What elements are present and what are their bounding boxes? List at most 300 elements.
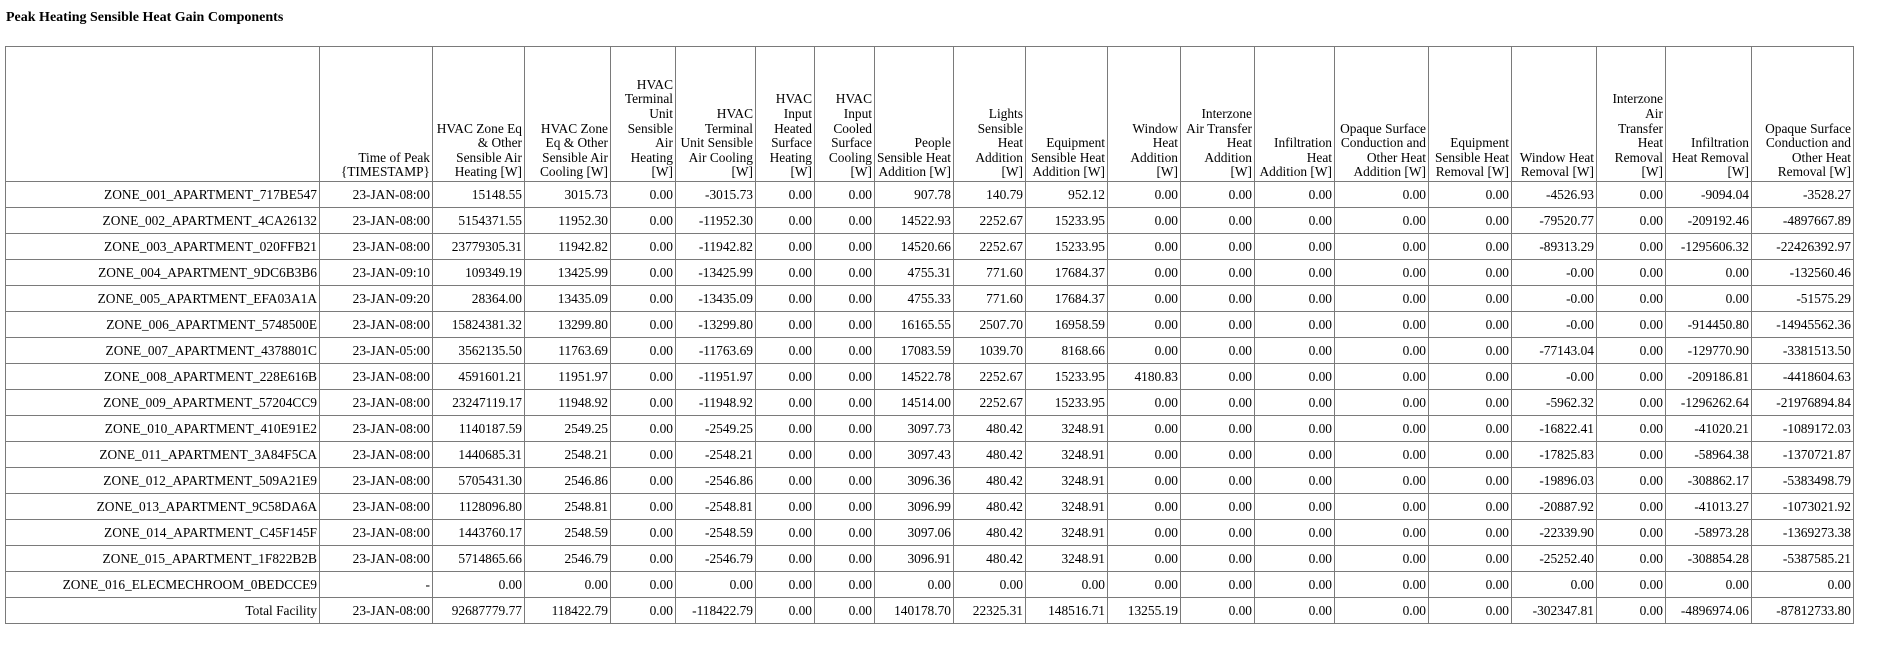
- table-cell: -: [320, 572, 433, 598]
- table-cell: 0.00: [1597, 260, 1666, 286]
- table-cell: 0.00: [611, 312, 676, 338]
- table-cell: 0.00: [1255, 416, 1335, 442]
- row-label: ZONE_005_APARTMENT_EFA03A1A: [6, 286, 320, 312]
- table-cell: 0.00: [815, 338, 875, 364]
- table-cell: 4755.33: [875, 286, 954, 312]
- table-cell: 0.00: [1181, 520, 1255, 546]
- table-cell: 23-JAN-08:00: [320, 390, 433, 416]
- table-cell: -118422.79: [676, 598, 756, 624]
- table-cell: 0.00: [1255, 234, 1335, 260]
- row-label: ZONE_016_ELECMECHROOM_0BEDCCE9: [6, 572, 320, 598]
- table-cell: 0.00: [1255, 312, 1335, 338]
- table-cell: 952.12: [1026, 182, 1108, 208]
- row-label: ZONE_009_APARTMENT_57204CC9: [6, 390, 320, 416]
- table-cell: 0.00: [1335, 598, 1429, 624]
- table-row: [6, 468, 1854, 494]
- table-cell: -3381513.50: [1752, 338, 1854, 364]
- table-cell: 0.00: [756, 312, 815, 338]
- table-cell: 2252.67: [954, 364, 1026, 390]
- table-cell: 0.00: [1181, 546, 1255, 572]
- table-cell: 0.00: [815, 364, 875, 390]
- row-label: ZONE_010_APARTMENT_410E91E2: [6, 416, 320, 442]
- table-cell: 0.00: [1597, 546, 1666, 572]
- table-cell: 0.00: [756, 598, 815, 624]
- table-cell: 2252.67: [954, 390, 1026, 416]
- table-cell: 0.00: [815, 416, 875, 442]
- table-row: [6, 442, 1854, 468]
- table-cell: 14520.66: [875, 234, 954, 260]
- table-cell: 0.00: [611, 208, 676, 234]
- table-cell: 0.00: [1108, 208, 1181, 234]
- table-cell: 0.00: [611, 338, 676, 364]
- column-header: People Sensible Heat Addition [W]: [875, 47, 954, 182]
- table-cell: 3015.73: [525, 182, 611, 208]
- table-row: [6, 572, 1854, 598]
- table-cell: 15824381.32: [433, 312, 525, 338]
- table-cell: -308862.17: [1666, 468, 1752, 494]
- row-label: ZONE_003_APARTMENT_020FFB21: [6, 234, 320, 260]
- table-cell: 13435.09: [525, 286, 611, 312]
- table-cell: 0.00: [1597, 208, 1666, 234]
- table-cell: 109349.19: [433, 260, 525, 286]
- column-header: Opaque Surface Conduction and Other Heat Removal [W]: [1752, 47, 1854, 182]
- table-cell: -11763.69: [676, 338, 756, 364]
- table-cell: 23-JAN-08:00: [320, 416, 433, 442]
- table-cell: -11948.92: [676, 390, 756, 416]
- table-header-row: [6, 47, 1854, 182]
- table-cell: 23-JAN-08:00: [320, 312, 433, 338]
- table-cell: 0.00: [1429, 468, 1512, 494]
- table-cell: 0.00: [1597, 182, 1666, 208]
- table-cell: 0.00: [756, 234, 815, 260]
- table-cell: 0.00: [1597, 390, 1666, 416]
- table-cell: 0.00: [611, 468, 676, 494]
- column-header: Equipment Sensible Heat Addition [W]: [1026, 47, 1108, 182]
- table-cell: 0.00: [1108, 338, 1181, 364]
- table-cell: -1296262.64: [1666, 390, 1752, 416]
- table-cell: -2548.21: [676, 442, 756, 468]
- table-cell: -1073021.92: [1752, 494, 1854, 520]
- table-cell: 13299.80: [525, 312, 611, 338]
- row-label: ZONE_012_APARTMENT_509A21E9: [6, 468, 320, 494]
- table-cell: 771.60: [954, 260, 1026, 286]
- table-cell: 0.00: [1255, 260, 1335, 286]
- table-cell: 0.00: [1108, 390, 1181, 416]
- table-cell: 0.00: [756, 416, 815, 442]
- table-cell: -1295606.32: [1666, 234, 1752, 260]
- table-cell: 0.00: [1429, 182, 1512, 208]
- table-cell: 0.00: [611, 390, 676, 416]
- table-cell: -1089172.03: [1752, 416, 1854, 442]
- table-cell: 3248.91: [1026, 442, 1108, 468]
- table-cell: 0.00: [815, 572, 875, 598]
- table-cell: 0.00: [1335, 572, 1429, 598]
- table-cell: 0.00: [1429, 442, 1512, 468]
- table-cell: 0.00: [756, 494, 815, 520]
- table-cell: 0.00: [1181, 572, 1255, 598]
- row-label: Total Facility: [6, 598, 320, 624]
- table-cell: 0.00: [611, 442, 676, 468]
- table-cell: 0.00: [756, 390, 815, 416]
- table-cell: 0.00: [1181, 364, 1255, 390]
- table-cell: 0.00: [756, 286, 815, 312]
- table-cell: 0.00: [1429, 260, 1512, 286]
- table-cell: 11948.92: [525, 390, 611, 416]
- table-cell: 0.00: [1597, 442, 1666, 468]
- table-cell: 1039.70: [954, 338, 1026, 364]
- table-cell: 0.00: [756, 442, 815, 468]
- table-cell: 0.00: [1335, 442, 1429, 468]
- table-cell: 480.42: [954, 494, 1026, 520]
- table-cell: 2252.67: [954, 208, 1026, 234]
- table-cell: 480.42: [954, 468, 1026, 494]
- column-header: Infiltration Heat Removal [W]: [1666, 47, 1752, 182]
- table-cell: 0.00: [756, 260, 815, 286]
- table-row: [6, 390, 1854, 416]
- column-header: Lights Sensible Heat Addition [W]: [954, 47, 1026, 182]
- table-cell: 0.00: [1597, 494, 1666, 520]
- table-cell: 3248.91: [1026, 416, 1108, 442]
- table-cell: 0.00: [1335, 390, 1429, 416]
- table-cell: -2546.86: [676, 468, 756, 494]
- table-cell: 0.00: [1429, 598, 1512, 624]
- table-cell: 2252.67: [954, 234, 1026, 260]
- table-cell: 0.00: [1108, 260, 1181, 286]
- column-header: HVAC Input Cooled Surface Cooling [W]: [815, 47, 875, 182]
- table-cell: 0.00: [1335, 494, 1429, 520]
- table-cell: 1440685.31: [433, 442, 525, 468]
- table-cell: 0.00: [1666, 572, 1752, 598]
- table-cell: 480.42: [954, 546, 1026, 572]
- table-cell: -77143.04: [1512, 338, 1597, 364]
- table-cell: 0.00: [1255, 286, 1335, 312]
- table-row: [6, 338, 1854, 364]
- column-header: Window Heat Removal [W]: [1512, 47, 1597, 182]
- table-cell: 11942.82: [525, 234, 611, 260]
- table-cell: 0.00: [1429, 494, 1512, 520]
- column-header: Opaque Surface Conduction and Other Heat Addition [W]: [1335, 47, 1429, 182]
- table-cell: -914450.80: [1666, 312, 1752, 338]
- table-cell: 17083.59: [875, 338, 954, 364]
- table-cell: 0.00: [1255, 182, 1335, 208]
- table-row: [6, 546, 1854, 572]
- table-cell: 0.00: [611, 598, 676, 624]
- row-label: ZONE_007_APARTMENT_4378801C: [6, 338, 320, 364]
- table-cell: -58973.28: [1666, 520, 1752, 546]
- table-cell: 0.00: [1255, 364, 1335, 390]
- table-cell: 14522.93: [875, 208, 954, 234]
- table-cell: -2548.81: [676, 494, 756, 520]
- table-cell: 23-JAN-09:20: [320, 286, 433, 312]
- table-cell: 0.00: [1108, 286, 1181, 312]
- table-row: [6, 416, 1854, 442]
- table-cell: 0.00: [1255, 572, 1335, 598]
- table-cell: 23-JAN-09:10: [320, 260, 433, 286]
- table-cell: 0.00: [1181, 286, 1255, 312]
- table-cell: -2548.59: [676, 520, 756, 546]
- column-header: HVAC Zone Eq & Other Sensible Air Heating [W]: [433, 47, 525, 182]
- table-cell: 0.00: [1181, 416, 1255, 442]
- table-cell: 23-JAN-08:00: [320, 442, 433, 468]
- table-body: [6, 182, 1854, 624]
- table-cell: -302347.81: [1512, 598, 1597, 624]
- table-cell: -132560.46: [1752, 260, 1854, 286]
- table-cell: 0.00: [1512, 572, 1597, 598]
- table-cell: 0.00: [611, 260, 676, 286]
- table-cell: 0.00: [1335, 312, 1429, 338]
- table-cell: 907.78: [875, 182, 954, 208]
- table-cell: -0.00: [1512, 364, 1597, 390]
- column-header: Interzone Air Transfer Heat Addition [W]: [1181, 47, 1255, 182]
- table-cell: -20887.92: [1512, 494, 1597, 520]
- table-cell: 4755.31: [875, 260, 954, 286]
- table-cell: 771.60: [954, 286, 1026, 312]
- column-header: HVAC Terminal Unit Sensible Air Heating [W]: [611, 47, 676, 182]
- table-cell: 0.00: [954, 572, 1026, 598]
- column-header: HVAC Zone Eq & Other Sensible Air Cooling [W]: [525, 47, 611, 182]
- table-cell: 0.00: [1335, 260, 1429, 286]
- table-cell: 0.00: [1181, 338, 1255, 364]
- table-cell: 0.00: [815, 208, 875, 234]
- table-cell: 4180.83: [1108, 364, 1181, 390]
- table-cell: 0.00: [1108, 520, 1181, 546]
- table-cell: 0.00: [676, 572, 756, 598]
- column-header-blank: [6, 47, 320, 182]
- table-cell: -0.00: [1512, 286, 1597, 312]
- table-row: [6, 182, 1854, 208]
- table-cell: 2546.86: [525, 468, 611, 494]
- table-cell: 3096.91: [875, 546, 954, 572]
- table-cell: 0.00: [1429, 572, 1512, 598]
- table-cell: 0.00: [1335, 416, 1429, 442]
- table-cell: 0.00: [1255, 520, 1335, 546]
- table-cell: 0.00: [1108, 494, 1181, 520]
- table-cell: 2548.21: [525, 442, 611, 468]
- table-cell: -3528.27: [1752, 182, 1854, 208]
- table-cell: -11951.97: [676, 364, 756, 390]
- table-row: [6, 208, 1854, 234]
- table-cell: 118422.79: [525, 598, 611, 624]
- table-cell: 0.00: [611, 364, 676, 390]
- table-cell: 0.00: [1597, 520, 1666, 546]
- table-cell: 15233.95: [1026, 390, 1108, 416]
- table-cell: -22426392.97: [1752, 234, 1854, 260]
- column-header: Time of Peak {TIMESTAMP}: [320, 47, 433, 182]
- table-cell: 17684.37: [1026, 286, 1108, 312]
- table-cell: 3097.73: [875, 416, 954, 442]
- table-cell: 0.00: [1666, 260, 1752, 286]
- table-cell: 0.00: [1255, 494, 1335, 520]
- table-cell: 0.00: [611, 416, 676, 442]
- table-cell: -16822.41: [1512, 416, 1597, 442]
- table-cell: -5962.32: [1512, 390, 1597, 416]
- table-cell: 0.00: [1335, 520, 1429, 546]
- table-cell: 0.00: [815, 234, 875, 260]
- table-cell: 0.00: [815, 598, 875, 624]
- table-row: [6, 598, 1854, 624]
- table-cell: -1370721.87: [1752, 442, 1854, 468]
- table-cell: 0.00: [1429, 234, 1512, 260]
- table-cell: -89313.29: [1512, 234, 1597, 260]
- table-cell: -87812733.80: [1752, 598, 1854, 624]
- column-header: Equipment Sensible Heat Removal [W]: [1429, 47, 1512, 182]
- table-cell: 0.00: [1597, 468, 1666, 494]
- table-cell: -25252.40: [1512, 546, 1597, 572]
- table-cell: -17825.83: [1512, 442, 1597, 468]
- table-cell: 0.00: [1597, 234, 1666, 260]
- report-title: Peak Heating Sensible Heat Gain Components: [6, 10, 284, 25]
- table-cell: 0.00: [1255, 442, 1335, 468]
- table-cell: 3097.06: [875, 520, 954, 546]
- table-cell: 23-JAN-08:00: [320, 208, 433, 234]
- table-cell: -22339.90: [1512, 520, 1597, 546]
- table-cell: 23-JAN-08:00: [320, 234, 433, 260]
- table-cell: 16165.55: [875, 312, 954, 338]
- table-cell: -4418604.63: [1752, 364, 1854, 390]
- column-header: HVAC Terminal Unit Sensible Air Cooling [W]: [676, 47, 756, 182]
- table-cell: -19896.03: [1512, 468, 1597, 494]
- table-cell: -14945562.36: [1752, 312, 1854, 338]
- table-cell: 148516.71: [1026, 598, 1108, 624]
- table-cell: 0.00: [1255, 338, 1335, 364]
- table-cell: 0.00: [815, 546, 875, 572]
- table-cell: 0.00: [1255, 468, 1335, 494]
- table-cell: 0.00: [1597, 312, 1666, 338]
- table-cell: 0.00: [1181, 468, 1255, 494]
- table-cell: 0.00: [1335, 286, 1429, 312]
- table-cell: 0.00: [1108, 442, 1181, 468]
- table-cell: 0.00: [611, 494, 676, 520]
- column-header: HVAC Input Heated Surface Heating [W]: [756, 47, 815, 182]
- table-cell: 0.00: [1181, 390, 1255, 416]
- table-cell: 0.00: [611, 520, 676, 546]
- table-cell: 0.00: [1181, 234, 1255, 260]
- table-cell: 23-JAN-08:00: [320, 546, 433, 572]
- row-label: ZONE_006_APARTMENT_5748500E: [6, 312, 320, 338]
- table-cell: 0.00: [1335, 468, 1429, 494]
- table-cell: -13435.09: [676, 286, 756, 312]
- table-cell: 0.00: [1597, 338, 1666, 364]
- table-cell: 0.00: [1181, 182, 1255, 208]
- table-cell: 0.00: [1429, 364, 1512, 390]
- table-cell: -4526.93: [1512, 182, 1597, 208]
- table-cell: -4896974.06: [1666, 598, 1752, 624]
- table-cell: 0.00: [756, 338, 815, 364]
- table-cell: -51575.29: [1752, 286, 1854, 312]
- table-cell: 23-JAN-08:00: [320, 598, 433, 624]
- table-cell: 0.00: [611, 182, 676, 208]
- table-cell: 2546.79: [525, 546, 611, 572]
- table-cell: 0.00: [1429, 286, 1512, 312]
- table-cell: -2546.79: [676, 546, 756, 572]
- table-cell: 3248.91: [1026, 468, 1108, 494]
- table-cell: 0.00: [815, 520, 875, 546]
- table-cell: 0.00: [815, 182, 875, 208]
- table-cell: -9094.04: [1666, 182, 1752, 208]
- table-cell: 1443760.17: [433, 520, 525, 546]
- table-cell: 0.00: [1108, 546, 1181, 572]
- table-cell: 0.00: [1666, 286, 1752, 312]
- table-cell: 0.00: [1181, 494, 1255, 520]
- table-cell: 22325.31: [954, 598, 1026, 624]
- table-cell: 0.00: [1597, 364, 1666, 390]
- table-row: [6, 364, 1854, 390]
- table-cell: 0.00: [1335, 208, 1429, 234]
- table-row: [6, 260, 1854, 286]
- table-cell: 0.00: [1429, 546, 1512, 572]
- table-cell: 23-JAN-05:00: [320, 338, 433, 364]
- table-cell: 2507.70: [954, 312, 1026, 338]
- table-cell: 23-JAN-08:00: [320, 520, 433, 546]
- table-cell: 23-JAN-08:00: [320, 494, 433, 520]
- table-row: [6, 312, 1854, 338]
- table-cell: 23-JAN-08:00: [320, 364, 433, 390]
- table-cell: 2548.81: [525, 494, 611, 520]
- table-cell: -79520.77: [1512, 208, 1597, 234]
- table-cell: 0.00: [1429, 312, 1512, 338]
- table-cell: 0.00: [611, 234, 676, 260]
- table-cell: 0.00: [1181, 598, 1255, 624]
- table-cell: 14514.00: [875, 390, 954, 416]
- table-cell: 0.00: [1108, 572, 1181, 598]
- table-cell: 23247119.17: [433, 390, 525, 416]
- table-row: [6, 494, 1854, 520]
- table-cell: 0.00: [1429, 208, 1512, 234]
- table-cell: -5387585.21: [1752, 546, 1854, 572]
- table-cell: 0.00: [1181, 208, 1255, 234]
- table-cell: -3015.73: [676, 182, 756, 208]
- table-cell: -11942.82: [676, 234, 756, 260]
- table-cell: 0.00: [1752, 572, 1854, 598]
- table-cell: 0.00: [756, 364, 815, 390]
- table-row: [6, 234, 1854, 260]
- table-cell: 4591601.21: [433, 364, 525, 390]
- table-cell: 0.00: [1255, 546, 1335, 572]
- column-header: Infiltration Heat Addition [W]: [1255, 47, 1335, 182]
- table-cell: 0.00: [1597, 286, 1666, 312]
- table-cell: 0.00: [1255, 390, 1335, 416]
- table-cell: 5154371.55: [433, 208, 525, 234]
- table-cell: 23779305.31: [433, 234, 525, 260]
- table-cell: 0.00: [611, 572, 676, 598]
- table-cell: 0.00: [1181, 312, 1255, 338]
- table-cell: -11952.30: [676, 208, 756, 234]
- row-label: ZONE_013_APARTMENT_9C58DA6A: [6, 494, 320, 520]
- table-cell: 15148.55: [433, 182, 525, 208]
- table-cell: 0.00: [1429, 520, 1512, 546]
- table-cell: 11952.30: [525, 208, 611, 234]
- table-cell: 3562135.50: [433, 338, 525, 364]
- column-header: Window Heat Addition [W]: [1108, 47, 1181, 182]
- table-cell: 0.00: [756, 572, 815, 598]
- table-cell: -2549.25: [676, 416, 756, 442]
- table-cell: 1128096.80: [433, 494, 525, 520]
- table-cell: 0.00: [1255, 598, 1335, 624]
- row-label: ZONE_015_APARTMENT_1F822B2B: [6, 546, 320, 572]
- table-row: [6, 286, 1854, 312]
- table-cell: 0.00: [815, 390, 875, 416]
- table-cell: 8168.66: [1026, 338, 1108, 364]
- table-cell: 3248.91: [1026, 546, 1108, 572]
- table-cell: 0.00: [815, 312, 875, 338]
- table-cell: -41020.21: [1666, 416, 1752, 442]
- table-cell: 15233.95: [1026, 208, 1108, 234]
- table-cell: -41013.27: [1666, 494, 1752, 520]
- table-cell: 0.00: [756, 520, 815, 546]
- table-cell: 480.42: [954, 520, 1026, 546]
- table-cell: 0.00: [1108, 468, 1181, 494]
- table-cell: 0.00: [611, 286, 676, 312]
